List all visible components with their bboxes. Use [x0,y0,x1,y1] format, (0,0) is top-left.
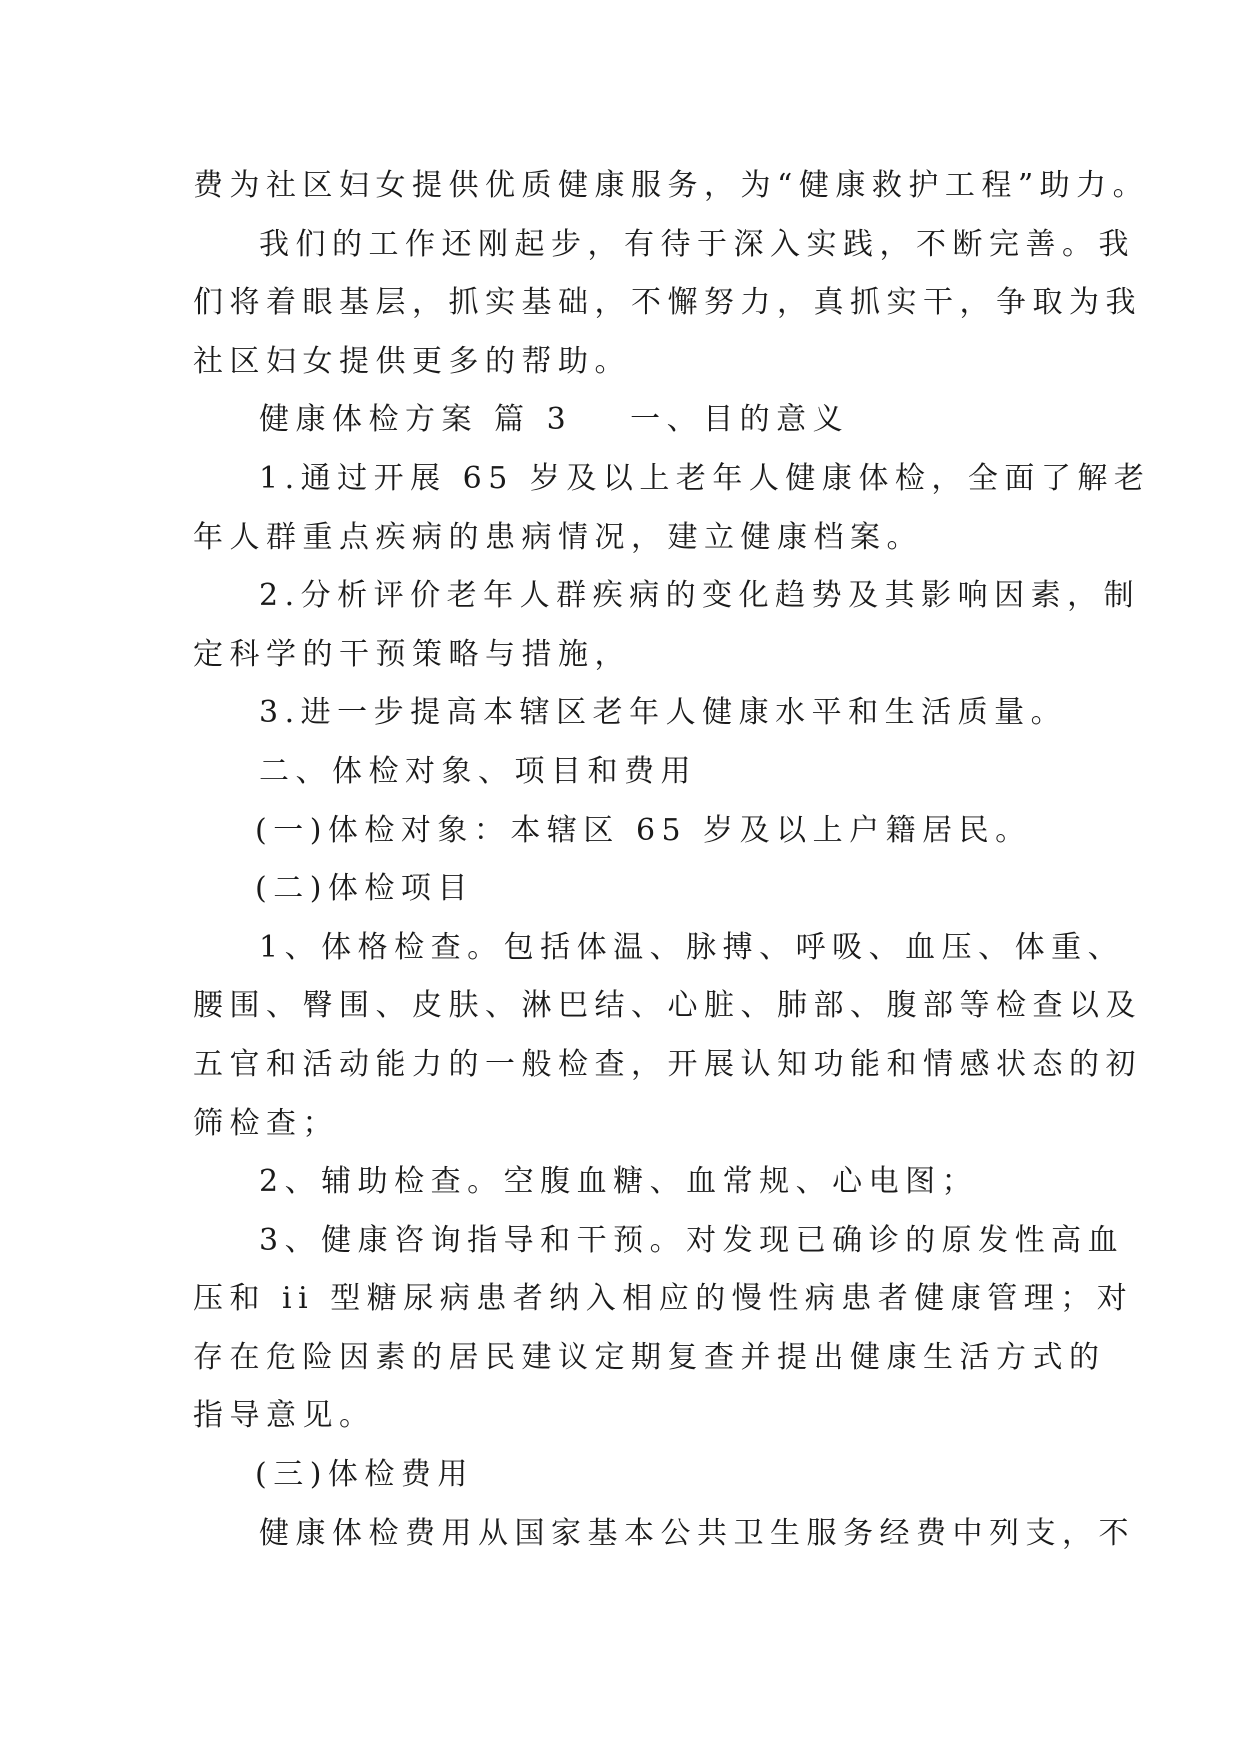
text-line: (一)体检对象：本辖区 65 岁及以上户籍居民。 [255,812,1032,848]
text-line: 健康体检费用从国家基本公共卫生服务经费中列支，不 [259,1515,1135,1551]
text-line: 定科学的干预策略与措施， [193,636,631,672]
section-heading: 二、体检对象、项目和费用 [259,753,697,789]
text-line: 年人群重点疾病的患病情况，建立健康档案。 [193,519,923,555]
text-line: 2.分析评价老年人群疾病的变化趋势及其影响因素，制 [259,578,1141,614]
text-line: 社区妇女提供更多的帮助。 [193,343,631,379]
text-line: 3.进一步提高本辖区老年人健康水平和生活质量。 [259,695,1068,731]
text-line: 1、体格检查。包括体温、脉搏、呼吸、血压、体重、 [259,929,1125,965]
text-line: 压和 ii 型糖尿病患者纳入相应的慢性病患者健康管理；对 [193,1281,1134,1317]
text-line: 3、健康咨询指导和干预。对发现已确诊的原发性高血 [259,1222,1125,1258]
text-line: 2、辅助检查。空腹血糖、血常规、心电图； [259,1164,979,1200]
text-line: 五官和活动能力的一般检查，开展认知功能和情感状态的初 [193,1046,1142,1082]
text-line: 我们的工作还刚起步，有待于深入实践，不断完善。我 [259,226,1135,262]
subsection-heading: (三)体检费用 [255,1457,474,1493]
section-heading-line [193,391,1058,450]
section-heading: 一、目的意义 [630,402,850,438]
text-line: 1.通过开展 65 岁及以上老年人健康体检，全面了解老 [259,460,1151,496]
text-line: 指导意见。 [193,1398,376,1434]
text-line: 筛检查； [193,1105,339,1141]
text-line: 存在危险因素的居民建议定期复查并提出健康生活方式的 [193,1339,1106,1375]
article-title: 健康体检方案 篇 3 [259,402,573,438]
text-line: 们将着眼基层，抓实基础，不懈努力，真抓实干，争取为我 [193,285,1142,321]
text-line: 费为社区妇女提供优质健康服务，为“健康救护工程”助力。 [193,168,1150,203]
text-line: 腰围、臀围、皮肤、淋巴结、心脏、肺部、腹部等检查以及 [193,988,1142,1024]
document-page [193,157,1151,1563]
subsection-heading: (二)体检项目 [255,871,474,907]
